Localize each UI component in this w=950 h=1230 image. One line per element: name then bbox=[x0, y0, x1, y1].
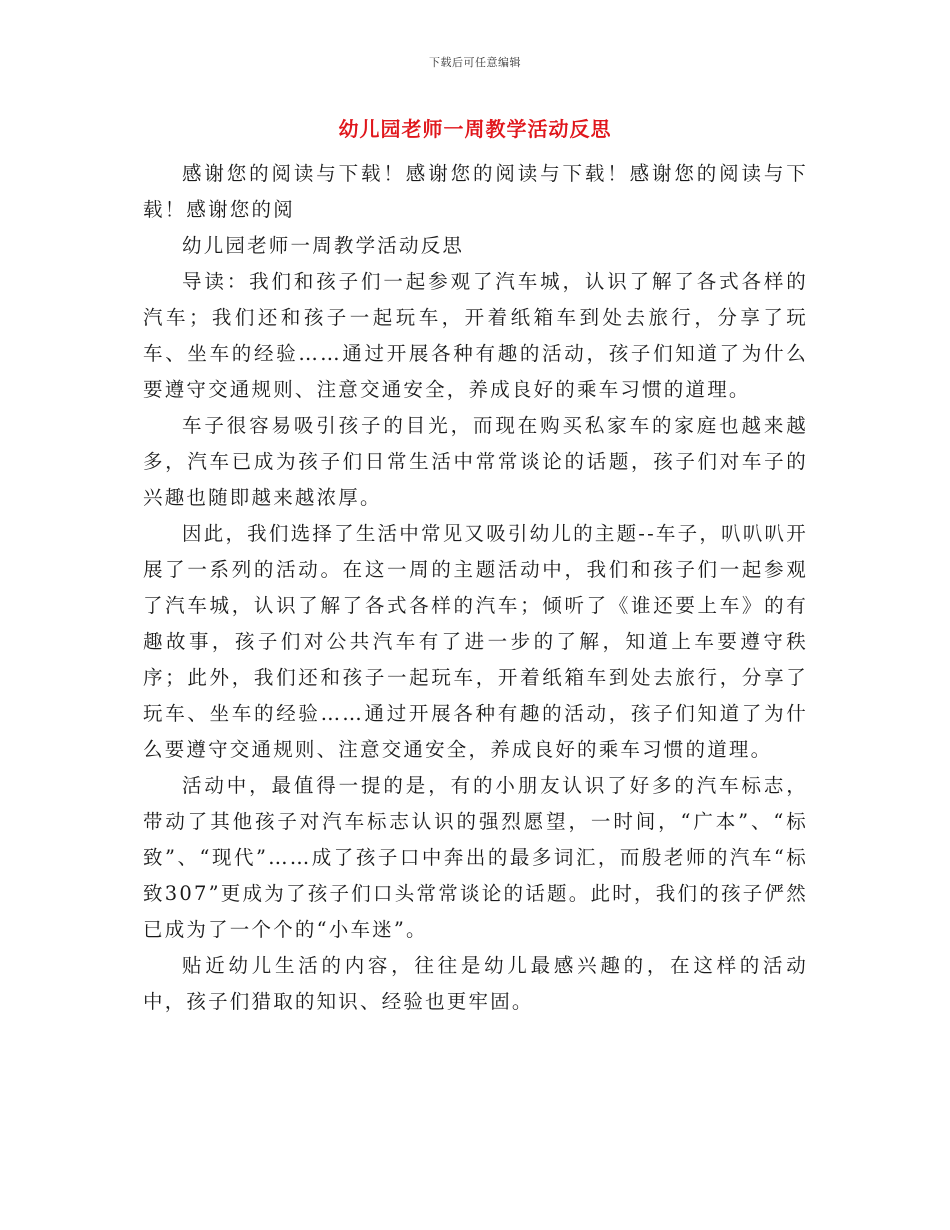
paragraph-intro: 导读：我们和孩子们一起参观了汽车城，认识了解了各式各样的汽车；我们还和孩子一起玩车，开着纸箱车到处去旅行，分享了玩车、坐车的经验……通过开展各种有趣的活动，孩子们知道了为什么要遵守交通规则、注意交通安全，养成良好的乘车习惯的道理。 bbox=[143, 270, 808, 401]
paragraph-thanks: 感谢您的阅读与下载！感谢您的阅读与下载！感谢您的阅读与下载！感谢您的阅 bbox=[143, 162, 808, 221]
paragraph-subtitle: 幼儿园老师一周教学活动反思 bbox=[182, 234, 465, 257]
paragraph-conclusion: 贴近幼儿生活的内容，往往是幼儿最感兴趣的，在这样的活动中，孩子们猎取的知识、经验也更牢固。 bbox=[143, 954, 808, 1013]
paragraph-car-logos: 活动中，最值得一提的是，有的小朋友认识了好多的汽车标志，带动了其他孩子对汽车标志认识的强烈愿望，一时间，“广本”、“标致”、“现代”……成了孩子口中奔出的最多词汇，而殷老师的汽车“标致307”更成为了孩子们口头常常谈论的话题。此时，我们的孩子俨然已成为了一个个的“小车迷”。 bbox=[143, 774, 808, 941]
paragraph-theme-activities: 因此，我们选择了生活中常见又吸引幼儿的主题--车子，叭叭叭开展了一系列的活动。在这一周的主题活动中，我们和孩子们一起参观了汽车城，认识了解了各式各样的汽车；倾听了《谁还要上车》的有趣故事，孩子们对公共汽车有了进一步的了解，知道上车要遵守秩序；此外，我们还和孩子一起玩车，开着纸箱车到处去旅行，分享了玩车、坐车的经验……通过开展各种有趣的活动，孩子们知道了为什么要遵守交通规则、注意交通安全，养成良好的乘车习惯的道理。 bbox=[143, 522, 808, 761]
document-body bbox=[143, 156, 808, 1020]
header-note: 下载后可任意编辑 bbox=[429, 56, 521, 69]
document-title: 幼儿园老师一周教学活动反思 bbox=[338, 117, 612, 141]
paragraph-cars-attract: 车子很容易吸引孩子的目光，而现在购买私家车的家庭也越来越多，汽车已成为孩子们日常生活中常常谈论的话题，孩子们对车子的兴趣也随即越来越浓厚。 bbox=[143, 414, 808, 509]
